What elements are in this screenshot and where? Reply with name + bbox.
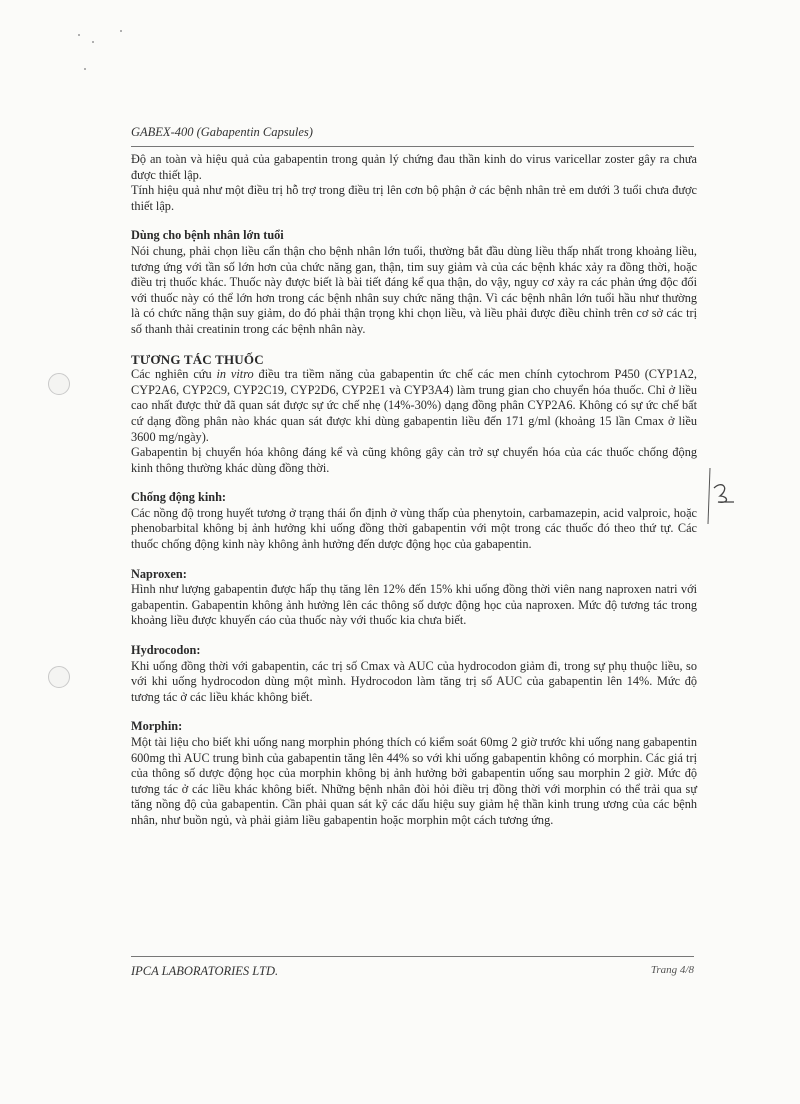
interactions-paragraph: Các nghiên cứu in vitro điều tra tiềm năng của gabapentin ức chế các men chính cytochrom P450 (CYP1A2, CYP2A6, CYP2C9, CYP2C19, CYP2D6, CYP2E1 và CYP3A4) làm trung gian cho chuyển hóa thuốc. Chỉ ở liều cao nhất được thử đã quan sát được sự ức chế nhẹ (14%-30%) dạng đồng phân CYP2A6. Không có sự ức chế bất cứ dạng đồng phân nào khác quan sát được khi dùng gabapentin liều đến 171 g/ml (khoảng 15 lần Cmax ở liều 3600 mg/ngày).: [131, 367, 697, 444]
punch-hole: [48, 666, 70, 688]
in-vitro-term: in vitro: [216, 367, 254, 382]
scan-speck: [78, 34, 80, 36]
elderly-heading: Dùng cho bệnh nhân lớn tuổi: [131, 228, 284, 243]
elderly-paragraph: Nói chung, phải chọn liều cẩn thận cho bệnh nhân lớn tuổi, thường bắt đầu dùng liều thấp nhất trong khoảng liều, tương ứng với tần số lớn hơn của chức năng gan, thận, tim suy giảm và của các bệnh khác xảy ra đồng thời, hoặc điều trị thuốc khác. Thuốc này được biết là bài tiết đáng kể qua thận, do vậy, nguy cơ xảy ra các phản ứng độc đối với thuốc này có thể lớn hơn trong các bệnh nhân suy chức năng thận. Vì các bệnh nhân lớn tuổi hầu như thường là có chức năng thận suy giảm, do đó phải thận trọng khi chọn liều, và liều phải được điều chỉnh trên cơ sở các trị số thanh thải creatinin trong các bệnh nhân này.: [131, 243, 697, 336]
morphin-paragraph: Một tài liệu cho biết khi uống nang morphin phóng thích có kiểm soát 60mg 2 giờ trước khi uống nang gabapentin 600mg thì AUC trung bình của gabapentin tăng lên 44% so với khi uống gabapentin không có morphin. Các giá trị của thông số dược động học của morphin không bị ảnh hưởng bởi gabapentin uống sau morphin 2 giờ. Mức độ tương tác ở các liều khác không biết. Những bệnh nhân đòi hỏi điều trị đồng thời với morphin có thể trải qua sự tăng nồng độ của gabapentin. Cần phải quan sát kỹ các dấu hiệu suy giảm hệ thần kinh trung ương của các bệnh nhân, như buồn ngủ, và phải giảm liều gabapentin hoặc morphin một cách tương ứng.: [131, 735, 697, 827]
naproxen-paragraph: Hình như lượng gabapentin được hấp thụ tăng lên 12% đến 15% khi uống đồng thời viên nang naproxen natri với gabapentin. Gabapentin không ảnh hưởng lên các thông số dược động học của naproxen. Mức độ tương tác trong khoảng liều được khuyến cáo của thuốc này với thuốc kia chưa biết.: [131, 582, 697, 628]
page-header: GABEX-400 (Gabapentin Capsules): [131, 125, 313, 139]
metabolism-paragraph: Gabapentin bị chuyển hóa không đáng kể và cũng không gây cản trở sự chuyển hóa của các thuốc chống động kinh thông thường khác dùng đồng thời.: [131, 445, 697, 475]
anticonvulsants-paragraph: Các nồng độ trong huyết tương ở trạng thái ổn định ở vùng thấp của phenytoin, carbamazepin, acid valproic, hoặc phenobarbital không bị ảnh hưởng khi uống đồng thời gabapentin với một trong các thuốc đó theo thứ tự. Các thuốc chống động kinh này không ảnh hưởng đến dược động học của gabapentin.: [131, 505, 697, 552]
handwritten-initials: [700, 466, 748, 530]
footer-divider: [131, 956, 694, 957]
interactions-heading: TƯƠNG TÁC THUỐC: [131, 351, 264, 367]
morphin-heading: Morphin:: [131, 719, 183, 734]
scan-speck: [92, 41, 94, 43]
pediatric-paragraph: Tính hiệu quả như một điều trị hỗ trợ trong điều trị lên cơn bộ phận ở các bệnh nhân trẻ em dưới 3 tuổi chưa được thiết lập.: [131, 183, 697, 213]
page-number: Trang 4/8: [650, 964, 694, 976]
safety-paragraph: Độ an toàn và hiệu quả của gabapentin trong quản lý chứng đau thần kinh do virus varicellar zoster gây ra chưa được thiết lập.: [131, 152, 697, 182]
footer-company: IPCA LABORATORIES LTD.: [131, 964, 279, 978]
header-divider: [131, 146, 694, 147]
scan-speck: [84, 68, 86, 70]
anticonvulsants-heading: Chống động kinh:: [131, 490, 227, 505]
hydrocodon-paragraph: Khi uống đồng thời với gabapentin, các trị số Cmax và AUC của hydrocodon giảm đi, trong sự phụ thuộc liều, so với khi uống hydrocodon dùng một mình. Hydrocodon làm tăng trị số AUC của gabapentin lên 14%. Mức độ tương tác ở các liều khác không biết.: [131, 658, 697, 704]
naproxen-heading: Naproxen:: [131, 566, 187, 581]
hydrocodon-heading: Hydrocodon:: [131, 643, 201, 658]
punch-hole: [48, 373, 70, 395]
page-content: [131, 152, 697, 829]
scan-speck: [120, 30, 122, 32]
